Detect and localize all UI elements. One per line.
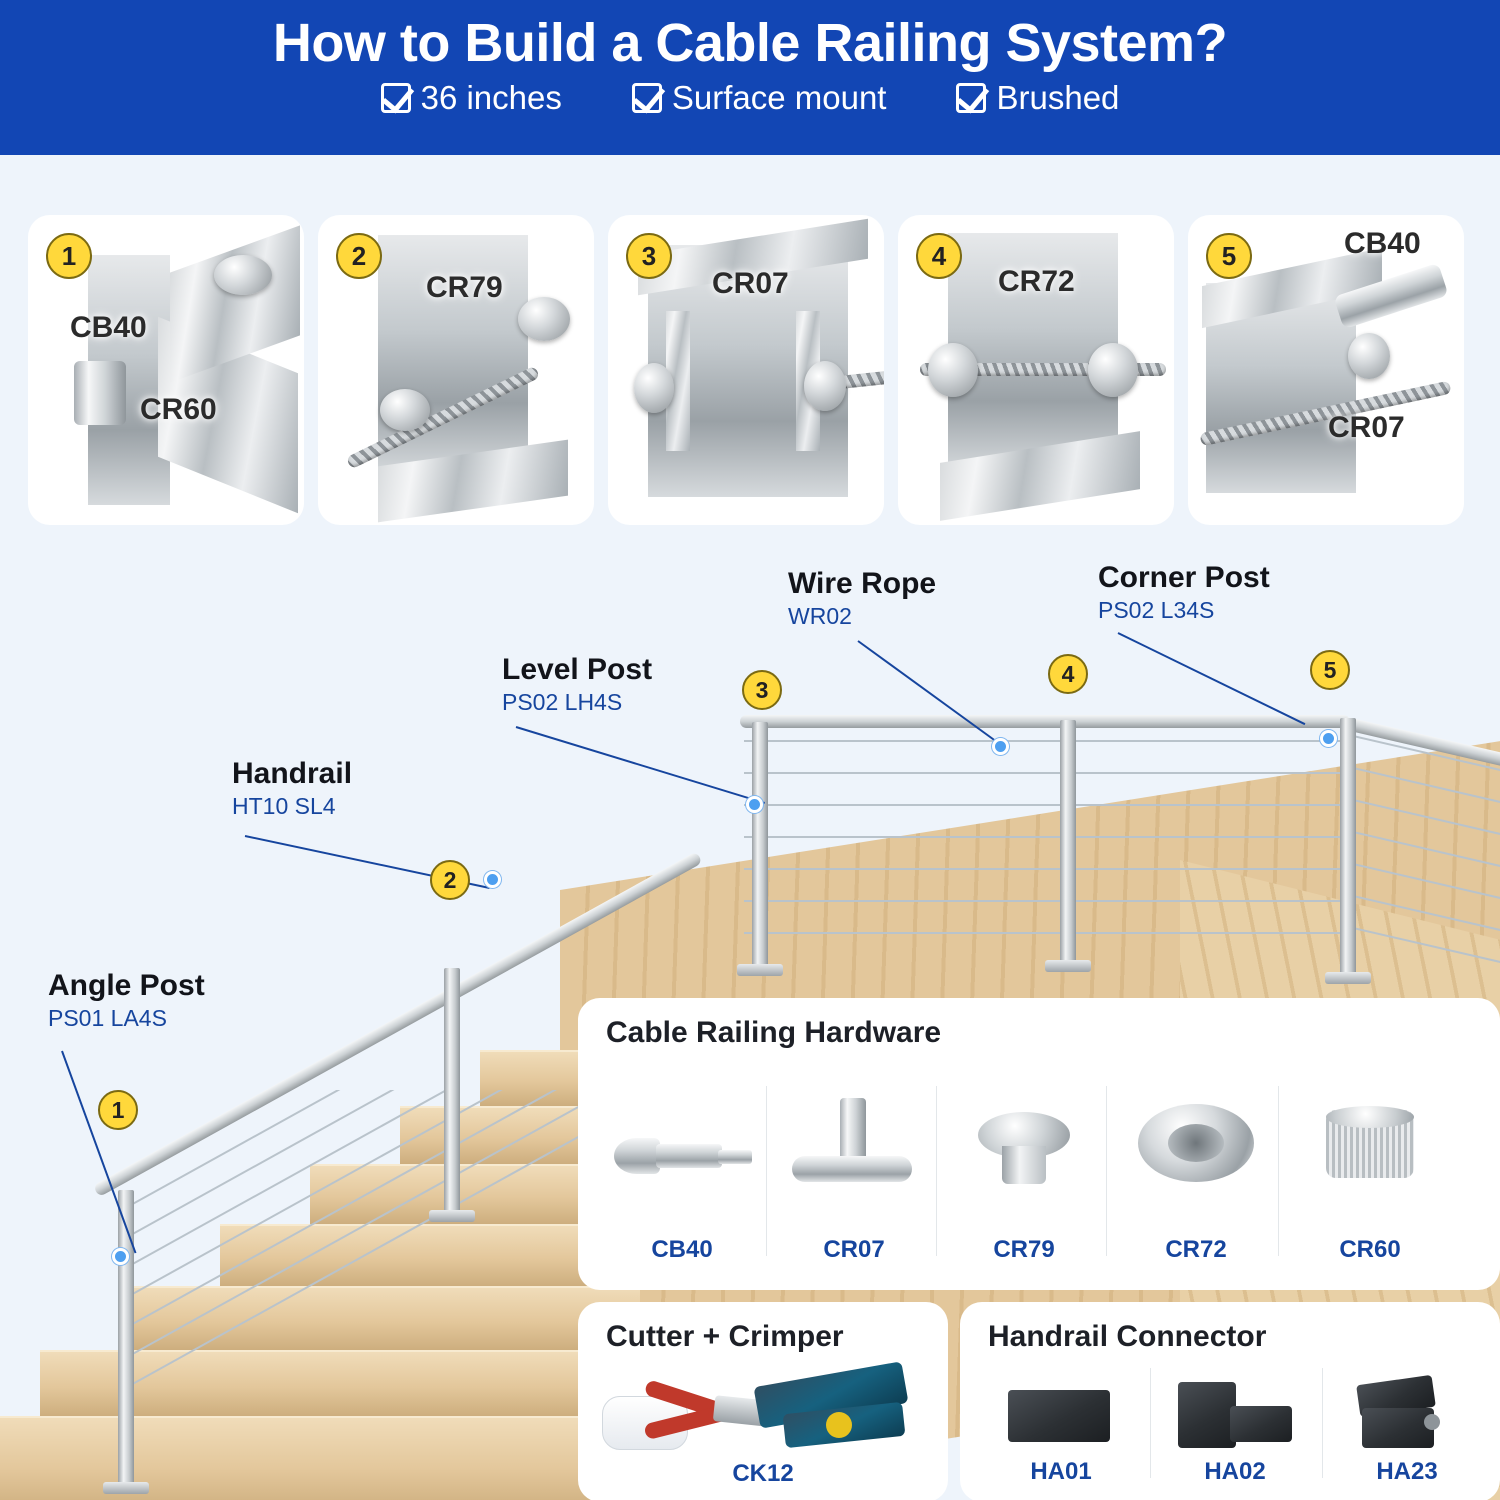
callout-subtitle: HT10 SL4: [232, 792, 336, 819]
part-label: CR72: [1165, 1236, 1227, 1263]
part-code: CR79: [426, 271, 503, 304]
handrail-level: [740, 715, 1350, 728]
adjustable-connector-pivot-icon: [1424, 1414, 1440, 1430]
connector-item-ha23: [1332, 1372, 1482, 1460]
step-badge: 1: [46, 233, 92, 279]
callout-dot: [484, 871, 501, 888]
divider: [1106, 1086, 1107, 1256]
wire-rope: [1340, 828, 1500, 870]
hardware-panel-title: Cable Railing Hardware: [606, 1016, 942, 1049]
spec-label: Surface mount: [671, 79, 887, 117]
part-label: HA02: [1204, 1458, 1266, 1485]
callout-dot: [992, 738, 1009, 755]
railing-illustration: [0, 530, 1500, 1500]
part-label: CR07: [823, 1236, 885, 1263]
callout-level-post: [502, 654, 652, 716]
hardware-item-cb40: [602, 1090, 762, 1230]
divider: [936, 1086, 937, 1256]
post-base: [103, 1482, 149, 1494]
corner-connector-icon: [1178, 1382, 1236, 1448]
wire-rope: [1340, 924, 1500, 966]
post-base: [737, 964, 783, 976]
callout-corner-post: [1098, 562, 1270, 624]
wire-rope: [1340, 764, 1500, 806]
stair-post: [444, 968, 460, 1218]
wire-rope: [744, 740, 1344, 742]
callout-subtitle: PS02 L34S: [1098, 596, 1215, 623]
part-code: CR07: [1328, 411, 1405, 444]
part-label: CR60: [1339, 1236, 1401, 1263]
wire-rope: [744, 836, 1344, 838]
washer-graphic: [804, 361, 846, 411]
checkbox-icon: [956, 83, 986, 113]
leader-line: [1118, 632, 1306, 725]
tool-item-ck12: [588, 1368, 938, 1458]
swage-stud-icon: [614, 1138, 660, 1174]
wire-rope: [1340, 892, 1500, 934]
corner-connector-icon: [1230, 1406, 1292, 1442]
spec-item-finish: [956, 79, 1119, 117]
part-label: HA01: [1030, 1458, 1092, 1485]
divider: [766, 1086, 767, 1256]
corner-post: [1340, 718, 1356, 980]
flat-washer-icon: [1002, 1146, 1046, 1184]
spec-label: 36 inches: [420, 79, 562, 117]
spec-list: [0, 79, 1500, 117]
wire-rope: [744, 772, 1344, 774]
wire-rope: [1340, 796, 1500, 838]
crimper-dial-icon: [826, 1412, 852, 1438]
swage-stud-icon: [656, 1144, 722, 1168]
callout-subtitle: PS01 LA4S: [48, 1004, 167, 1031]
part-code: CR60: [140, 393, 217, 426]
callout-dot: [1320, 730, 1337, 747]
callout-title: Corner Post: [1098, 561, 1270, 594]
callout-dot: [112, 1248, 129, 1265]
adjustable-connector-icon: [1362, 1408, 1434, 1448]
callout-dot: [746, 796, 763, 813]
part-code: CR72: [998, 265, 1075, 298]
t-fitting-icon: [840, 1098, 866, 1160]
step-card-5: [1188, 215, 1464, 525]
callout-number: 4: [1048, 654, 1088, 694]
step-badge: 5: [1206, 233, 1252, 279]
hardware-panel: [578, 998, 1500, 1290]
connector-item-ha01: [986, 1372, 1136, 1460]
tools-panel-title: Cutter + Crimper: [606, 1320, 844, 1353]
hardware-item-cr60: [1290, 1090, 1450, 1230]
step-badge: 2: [336, 233, 382, 279]
callout-number: 1: [98, 1090, 138, 1130]
step-badge: 4: [916, 233, 962, 279]
t-fitting-icon: [792, 1156, 912, 1182]
part-code: CR07: [712, 267, 789, 300]
callout-number: 2: [430, 860, 470, 900]
callout-subtitle: PS02 LH4S: [502, 688, 623, 715]
callout-wire-rope: [788, 568, 936, 630]
hardware-item-cr79: [944, 1090, 1104, 1230]
hardware-item-cr07: [774, 1090, 934, 1230]
spec-item-mount: [632, 79, 887, 117]
washer-graphic: [928, 343, 978, 397]
washer-graphic: [380, 389, 430, 431]
level-post: [1060, 720, 1076, 968]
cable-run-level: [744, 720, 1344, 1000]
washer-graphic: [214, 255, 272, 295]
washer-graphic: [1088, 343, 1138, 397]
hardware-item-cr72: [1116, 1090, 1276, 1230]
callout-title: Wire Rope: [788, 567, 937, 600]
connector-panel: [960, 1302, 1500, 1500]
leader-line: [516, 726, 765, 804]
step-badge: 3: [626, 233, 672, 279]
swage-stud-icon: [718, 1150, 752, 1164]
callout-number: 5: [1310, 650, 1350, 690]
washer-graphic: [1348, 333, 1390, 379]
step-card-4: [898, 215, 1174, 525]
straight-connector-icon: [1008, 1390, 1110, 1442]
step-card-1: [28, 215, 304, 525]
callout-handrail: [232, 758, 352, 820]
spec-item-height: [381, 79, 562, 117]
washer-graphic: [518, 297, 570, 341]
part-code: CB40: [1344, 227, 1421, 260]
page-title: How to Build a Cable Railing System?: [272, 13, 1228, 73]
washer-graphic: [634, 363, 674, 413]
part-label: CB40: [651, 1236, 713, 1263]
callout-angle-post: [48, 970, 205, 1032]
callout-subtitle: WR02: [788, 602, 852, 629]
wire-rope: [744, 932, 1344, 934]
level-post: [752, 722, 768, 972]
tools-panel: [578, 1302, 948, 1500]
divider: [1322, 1368, 1323, 1478]
part-label: HA23: [1376, 1458, 1438, 1485]
callout-title: Level Post: [502, 653, 653, 686]
angle-post: [118, 1190, 134, 1490]
divider: [1150, 1368, 1151, 1478]
header-banner: [0, 0, 1500, 155]
divider: [1278, 1086, 1279, 1256]
part-label: CK12: [732, 1460, 794, 1487]
part-label: CR79: [993, 1236, 1055, 1263]
checkbox-icon: [381, 83, 411, 113]
step-card-2: [318, 215, 594, 525]
wire-rope: [1340, 860, 1500, 902]
post-base: [429, 1210, 475, 1222]
connector-panel-title: Handrail Connector: [988, 1320, 1267, 1353]
step-card-list: [28, 215, 1472, 525]
post-base: [1045, 960, 1091, 972]
step-card-3: [608, 215, 884, 525]
swage-stud-graphic: [74, 361, 126, 425]
callout-number: 3: [742, 670, 782, 710]
callout-title: Angle Post: [48, 969, 205, 1002]
wire-rope: [744, 868, 1344, 870]
post-base: [1325, 972, 1371, 984]
spec-label: Brushed: [996, 79, 1120, 117]
connector-item-ha02: [1160, 1372, 1310, 1460]
ring-washer-icon: [1168, 1124, 1224, 1162]
checkbox-icon: [632, 83, 662, 113]
wire-rope: [744, 900, 1344, 902]
wire-rope: [744, 804, 1344, 806]
callout-title: Handrail: [232, 757, 353, 790]
knurled-cap-icon: [1326, 1106, 1414, 1128]
part-code: CB40: [70, 311, 147, 344]
